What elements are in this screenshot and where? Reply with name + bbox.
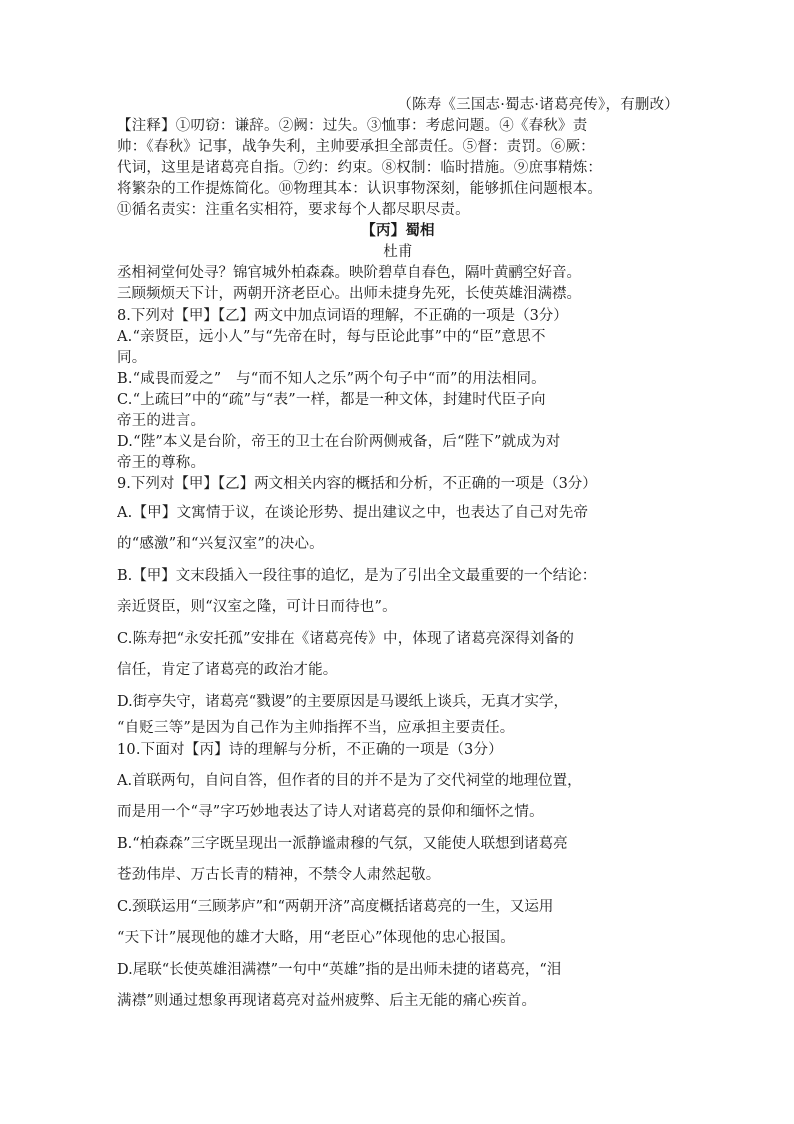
question-9-option: D.街亭失守，诸葛亮“戮谡”的主要原因是马谡纸上谈兵，无真才实学，	[117, 694, 569, 710]
question-10-option: A.首联两句，自问自答，但作者的目的并不是为了交代祠堂的地理位置，	[117, 773, 582, 789]
question-8-option: D.“陛”本义是台阶，帝王的卫士在台阶两侧戒备，后“陛下”就成为对	[117, 434, 561, 450]
notes-line: 代词，这里是诸葛亮自指。⑦约：约束。⑧权制：临时措施。⑨庶事精炼：	[117, 160, 603, 176]
question-10-option: 苍劲伟岸、万古长青的精神，不禁令人肃然起敬。	[117, 867, 441, 883]
notes-line: 帅：《春秋》记事，战争失利，主帅要承担全部责任。⑤督：责罚。⑥厥：	[117, 139, 595, 155]
question-10-stem: 10.下面对【丙】诗的理解与分析，不正确的一项是（3分）	[117, 742, 503, 758]
poem-title: 【丙】蜀相	[361, 222, 435, 239]
question-10-option: “天下计”展现他的雄才大略，用“老臣心”体现他的忠心报国。	[117, 930, 515, 946]
question-8-option: 帝王的尊称。	[117, 455, 206, 471]
question-10-option: 而是用一个“寻”字巧妙地表达了诗人对诸葛亮的景仰和缅怀之情。	[117, 804, 544, 820]
source-citation: （陈寿《三国志·蜀志·诸葛亮传》，有删改）	[397, 97, 679, 113]
notes-line: 将繁杂的工作提炼简化。⑩物理其本：认识事物深刻，能够抓住问题根本。	[117, 181, 603, 197]
question-9-option: 信任，肯定了诸葛亮的政治才能。	[117, 662, 338, 678]
question-9-option: “自贬三等”是因为自己作为主帅指挥不当，应承担主要责任。	[117, 720, 515, 736]
question-9-option: B.【甲】文末段插入一段往事的追忆，是为了引出全文最重要的一个结论：	[117, 568, 597, 584]
notes-line: 【注释】①叨窃：谦辞。②阙：过失。③恤事：考虑问题。④《春秋》责	[117, 118, 588, 134]
question-10-option: B.“柏森森”三字既呈现出一派静谧肃穆的气氛，又能使人联想到诸葛亮	[117, 836, 568, 852]
question-9-stem: 9.下列对【甲】【乙】两文相关内容的概括和分析，不正确的一项是（3分）	[117, 476, 597, 492]
poem-author: 杜甫	[383, 244, 413, 260]
question-9-option: 亲近贤臣，则“汉室之隆，可计日而待也”。	[117, 599, 397, 615]
question-9-option: 的“感激”和“兴复汉室”的决心。	[117, 536, 324, 552]
poem-line: 丞相祠堂何处寻？锦官城外柏森森。映阶碧草自春色，隔叶黄鹂空好音。	[117, 265, 581, 281]
question-8-option: 同。	[117, 350, 147, 366]
question-8-option: B.“咸畏而爱之” 与“而不知人之乐”两个句子中“而”的用法相同。	[117, 371, 546, 387]
notes-line: ⑪循名责实：注重名实相符，要求每个人都尽职尽责。	[117, 202, 470, 218]
poem-line: 三顾频烦天下计，两朝开济老臣心。出师未捷身先死，长使英雄泪满襟。	[117, 286, 581, 302]
question-8-option: 帝王的进言。	[117, 413, 206, 429]
question-10-option: 满襟”则通过想象再现诸葛亮对益州疲弊、后主无能的痛心疾首。	[117, 993, 537, 1009]
question-8-option: C.“上疏曰”中的“疏”与“表”一样，都是一种文体，封建时代臣子向	[117, 392, 546, 408]
question-10-option: C.颈联运用“三顾茅庐”和“两朝开济”高度概括诸葛亮的一生，又运用	[117, 899, 554, 915]
question-9-option: A.【甲】文寓情于议，在谈论形势、提出建议之中，也表达了自己对先帝	[117, 505, 589, 521]
question-10-option: D.尾联“长使英雄泪满襟”一句中“英雄”指的是出师未捷的诸葛亮，“泪	[117, 962, 562, 978]
question-8-option: A.“亲贤臣，远小人”与“先帝在时，每与臣论此事”中的“臣”意思不	[117, 329, 546, 345]
question-8-stem: 8.下列对【甲】【乙】两文中加点词语的理解，不正确的一项是（3分）	[117, 308, 568, 324]
question-9-option: C.陈寿把“永安托孤”安排在《诸葛亮传》中，体现了诸葛亮深得刘备的	[117, 631, 575, 647]
